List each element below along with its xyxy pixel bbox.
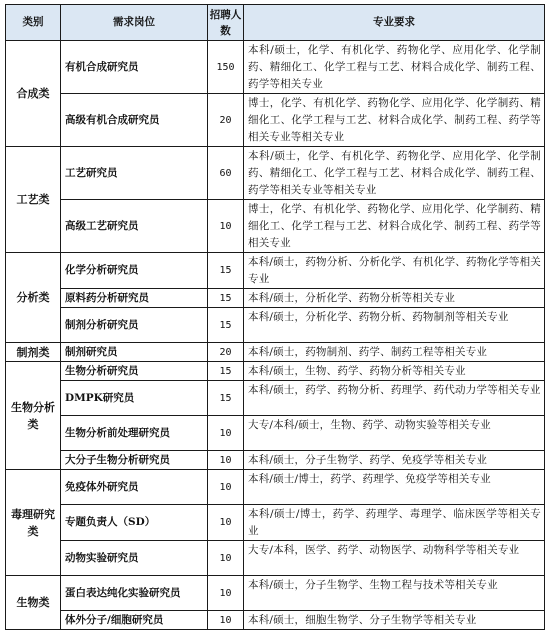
position-cell: 生物分析研究员 [61,362,208,381]
count-cell: 15 [208,253,244,289]
requirement-cell: 本科/硕士，分子生物学、药学、免疫学等相关专业 [244,451,545,470]
recruitment-table-container [5,4,544,630]
count-cell: 10 [208,200,244,253]
requirement-cell: 本科/硕士，细胞生物学、分子生物学等相关专业 [244,611,545,630]
position-cell: 制剂分析研究员 [61,308,208,343]
category-cell: 工艺类 [6,147,61,253]
position-cell: 制剂研究员 [61,343,208,362]
table-row [6,381,545,416]
count-cell: 10 [208,470,244,505]
table-row [6,253,545,289]
category-cell: 生物分析类 [6,362,61,470]
requirement-cell: 本科/硕士，药学、药物分析、药理学、药代动力学等相关专业 [244,381,545,416]
table-row [6,576,545,611]
table-row [6,416,545,451]
requirement-cell: 本科/硕士，化学、有机化学、药物化学、应用化学、化学制药、精细化工、化学工程与工艺、材料合成化学、制药工程、药学等相关专业等相关专业 [244,147,545,200]
count-cell: 10 [208,451,244,470]
position-cell: 高级有机合成研究员 [61,94,208,147]
count-cell: 10 [208,505,244,541]
table-row [6,541,545,576]
category-cell: 生物类 [6,576,61,630]
position-cell: 动物实验研究员 [61,541,208,576]
table-row [6,505,545,541]
position-cell: 工艺研究员 [61,147,208,200]
table-row [6,147,545,200]
position-cell: 蛋白表达纯化实验研究员 [61,576,208,611]
count-cell: 150 [208,41,244,94]
requirement-cell: 本科/硕士，药物分析、分析化学、有机化学、药物化学等相关专业 [244,253,545,289]
recruitment-table [5,4,545,630]
requirement-cell: 博士，化学、有机化学、药物化学、应用化学、化学制药、精细化工、化学工程与工艺、材料合成化学、制药工程、药学等相关专业 [244,200,545,253]
table-row [6,94,545,147]
count-cell: 10 [208,576,244,611]
count-cell: 15 [208,289,244,308]
position-cell: 高级工艺研究员 [61,200,208,253]
requirement-cell: 本科/硕士/博士，药学、药理学、毒理学、临床医学等相关专业 [244,505,545,541]
position-cell: 专题负责人（SD） [61,505,208,541]
position-cell: 原料药分析研究员 [61,289,208,308]
count-cell: 20 [208,94,244,147]
position-cell: 免疫体外研究员 [61,470,208,505]
count-cell: 10 [208,541,244,576]
position-cell: DMPK研究员 [61,381,208,416]
category-cell: 毒理研究类 [6,470,61,576]
requirement-cell: 本科/硕士，化学、有机化学、药物化学、应用化学、化学制药、精细化工、化学工程与工艺、材料合成化学、制药工程、药学等相关专业 [244,41,545,94]
table-row [6,289,545,308]
requirement-cell: 本科/硕士，分子生物学、生物工程与技术等相关专业 [244,576,545,611]
table-row [6,308,545,343]
requirement-cell: 大专/本科，医学、药学、动物医学、动物科学等相关专业 [244,541,545,576]
requirement-cell: 本科/硕士，药物制剂、药学、制药工程等相关专业 [244,343,545,362]
count-cell: 15 [208,308,244,343]
requirement-cell: 本科/硕士/博士，药学、药理学、免疫学等相关专业 [244,470,545,505]
count-cell: 10 [208,416,244,451]
category-cell: 合成类 [6,41,61,147]
header-position: 需求岗位 [61,5,208,41]
table-row [6,451,545,470]
table-row [6,343,545,362]
count-cell: 15 [208,381,244,416]
position-cell: 生物分析前处理研究员 [61,416,208,451]
requirement-cell: 本科/硕士，分析化学、药物分析、药物制剂等相关专业 [244,308,545,343]
table-row [6,362,545,381]
position-cell: 有机合成研究员 [61,41,208,94]
table-row [6,470,545,505]
position-cell: 体外分子/细胞研究员 [61,611,208,630]
position-cell: 化学分析研究员 [61,253,208,289]
count-cell: 10 [208,611,244,630]
count-cell: 15 [208,362,244,381]
requirement-cell: 大专/本科/硕士，生物、药学、动物实验等相关专业 [244,416,545,451]
requirement-cell: 本科/硕士，生物、药学、药物分析等相关专业 [244,362,545,381]
position-cell: 大分子生物分析研究员 [61,451,208,470]
table-row [6,611,545,630]
table-row [6,41,545,94]
count-cell: 60 [208,147,244,200]
table-row [6,200,545,253]
category-cell: 分析类 [6,253,61,343]
category-cell: 制剂类 [6,343,61,362]
requirement-cell: 本科/硕士，分析化学、药物分析等相关专业 [244,289,545,308]
header-count: 招聘人数 [208,5,244,41]
header-row [6,5,545,41]
header-category: 类别 [6,5,61,41]
requirement-cell: 博士，化学、有机化学、药物化学、应用化学、化学制药、精细化工、化学工程与工艺、材料合成化学、制药工程、药学等相关专业等相关专业 [244,94,545,147]
count-cell: 20 [208,343,244,362]
header-requirement: 专业要求 [244,5,545,41]
